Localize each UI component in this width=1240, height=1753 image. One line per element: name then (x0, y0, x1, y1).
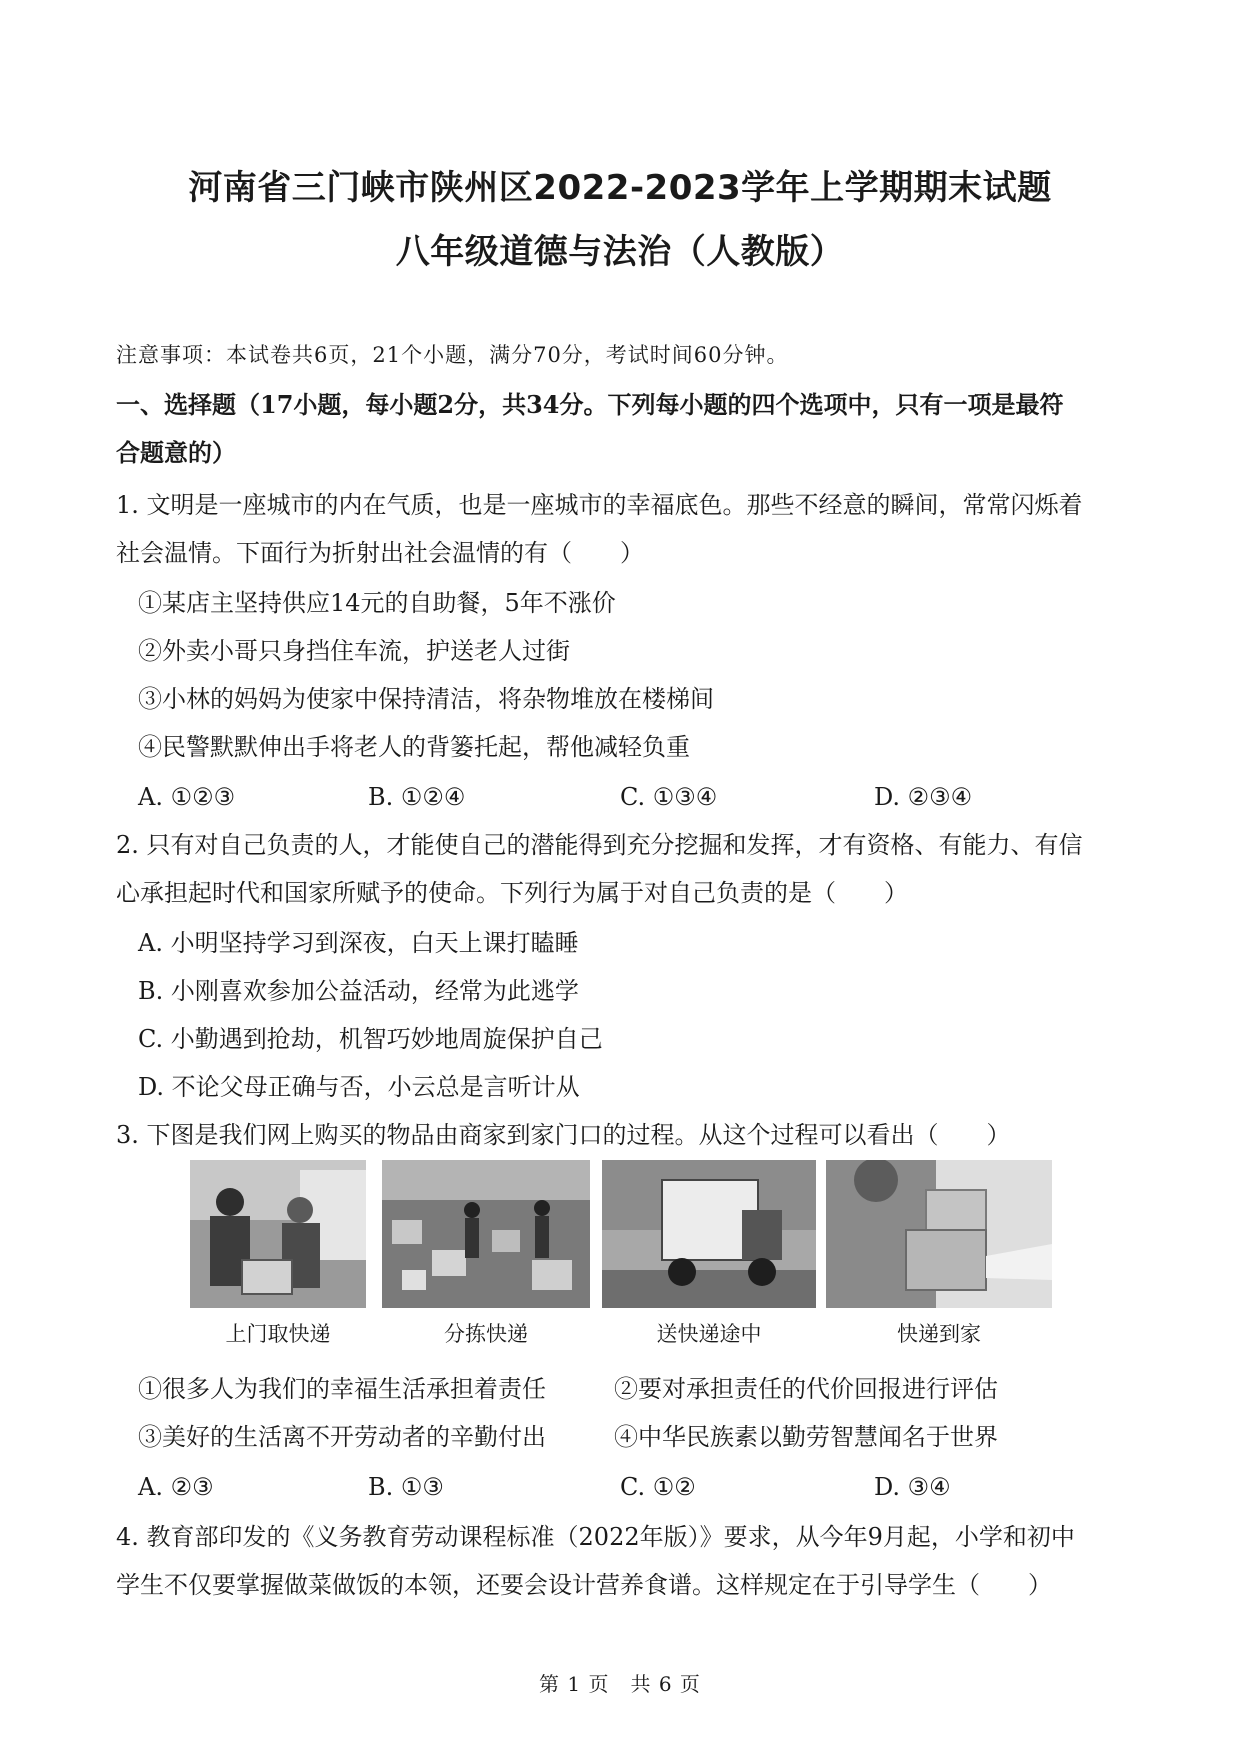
q3-option-b: B. ①③ (368, 1473, 444, 1501)
q2-stem: 2. 只有对自己负责的人，才能使自己的潜能得到充分挖掘和发挥，才有资格、有能力、有信 (116, 831, 1083, 859)
q1-item: ④民警默默伸出手将老人的背篓托起，帮他减轻负重 (138, 733, 690, 761)
q1-option-c: C. ①③④ (620, 783, 718, 811)
q3-item: ②要对承担责任的代价回报进行评估 (614, 1375, 998, 1403)
section-heading: 一、选择题（17小题，每小题2分，共34分。下列每小题的四个选项中，只有一项是最符 (116, 390, 1064, 419)
caption-sorting: 分拣快递 (444, 1322, 528, 1346)
q3-option-c: C. ①② (620, 1473, 696, 1501)
q2-option-d: D. 不论父母正确与否，小云总是言听计从 (138, 1073, 580, 1101)
exam-subtitle: 八年级道德与法治（人教版） (395, 232, 845, 272)
photo-sorting (382, 1160, 590, 1308)
photo-delivery-vehicle (602, 1160, 816, 1308)
q4-stem-cont: 学生不仅要掌握做菜做饭的本领，还要会设计营养食谱。这样规定在于引导学生（ ） (116, 1571, 1052, 1599)
q3-option-a: A. ②③ (138, 1473, 214, 1501)
q4-stem: 4. 教育部印发的《义务教育劳动课程标准（2022年版）》要求，从今年9月起，小学和初中 (116, 1523, 1075, 1551)
q1-item: ①某店主坚持供应14元的自助餐，5年不涨价 (138, 589, 616, 617)
section-heading-cont: 合题意的） (116, 438, 236, 467)
q2-option-b: B. 小刚喜欢参加公益活动，经常为此逃学 (138, 977, 579, 1005)
photo-pickup (190, 1160, 366, 1308)
q1-stem-cont: 社会温情。下面行为折射出社会温情的有（ ） (116, 539, 644, 567)
q1-option-a: A. ①②③ (138, 783, 236, 811)
q1-item: ②外卖小哥只身挡住车流，护送老人过街 (138, 637, 570, 665)
page-number: 第 1 页 共 6 页 (539, 1672, 701, 1696)
exam-title: 河南省三门峡市陕州区2022-2023学年上学期期末试题 (188, 168, 1052, 208)
q3-item: ③美好的生活离不开劳动者的辛勤付出 (138, 1423, 546, 1451)
q2-option-a: A. 小明坚持学习到深夜，白天上课打瞌睡 (138, 929, 579, 957)
q3-item: ④中华民族素以勤劳智慧闻名于世界 (614, 1423, 998, 1451)
q2-option-c: C. 小勤遇到抢劫，机智巧妙地周旋保护自己 (138, 1025, 603, 1053)
q2-stem-cont: 心承担起时代和国家所赋予的使命。下列行为属于对自己负责的是（ ） (116, 879, 908, 907)
notice-text: 注意事项：本试卷共6页，21个小题，满分70分，考试时间60分钟。 (116, 343, 789, 367)
q3-stem: 3. 下图是我们网上购买的物品由商家到家门口的过程。从这个过程可以看出（ ） (116, 1121, 1011, 1149)
q3-option-d: D. ③④ (874, 1473, 951, 1501)
caption-pickup: 上门取快递 (225, 1322, 331, 1346)
caption-delivered-home: 快递到家 (897, 1322, 981, 1346)
caption-delivery-vehicle: 送快递途中 (656, 1322, 762, 1346)
q1-option-b: B. ①②④ (368, 783, 466, 811)
photo-delivered-home (826, 1160, 1052, 1308)
q1-option-d: D. ②③④ (874, 783, 973, 811)
q1-item: ③小林的妈妈为使家中保持清洁，将杂物堆放在楼梯间 (138, 685, 714, 713)
q1-stem: 1. 文明是一座城市的内在气质，也是一座城市的幸福底色。那些不经意的瞬间，常常闪烁着 (116, 491, 1083, 519)
q3-item: ①很多人为我们的幸福生活承担着责任 (138, 1375, 546, 1403)
